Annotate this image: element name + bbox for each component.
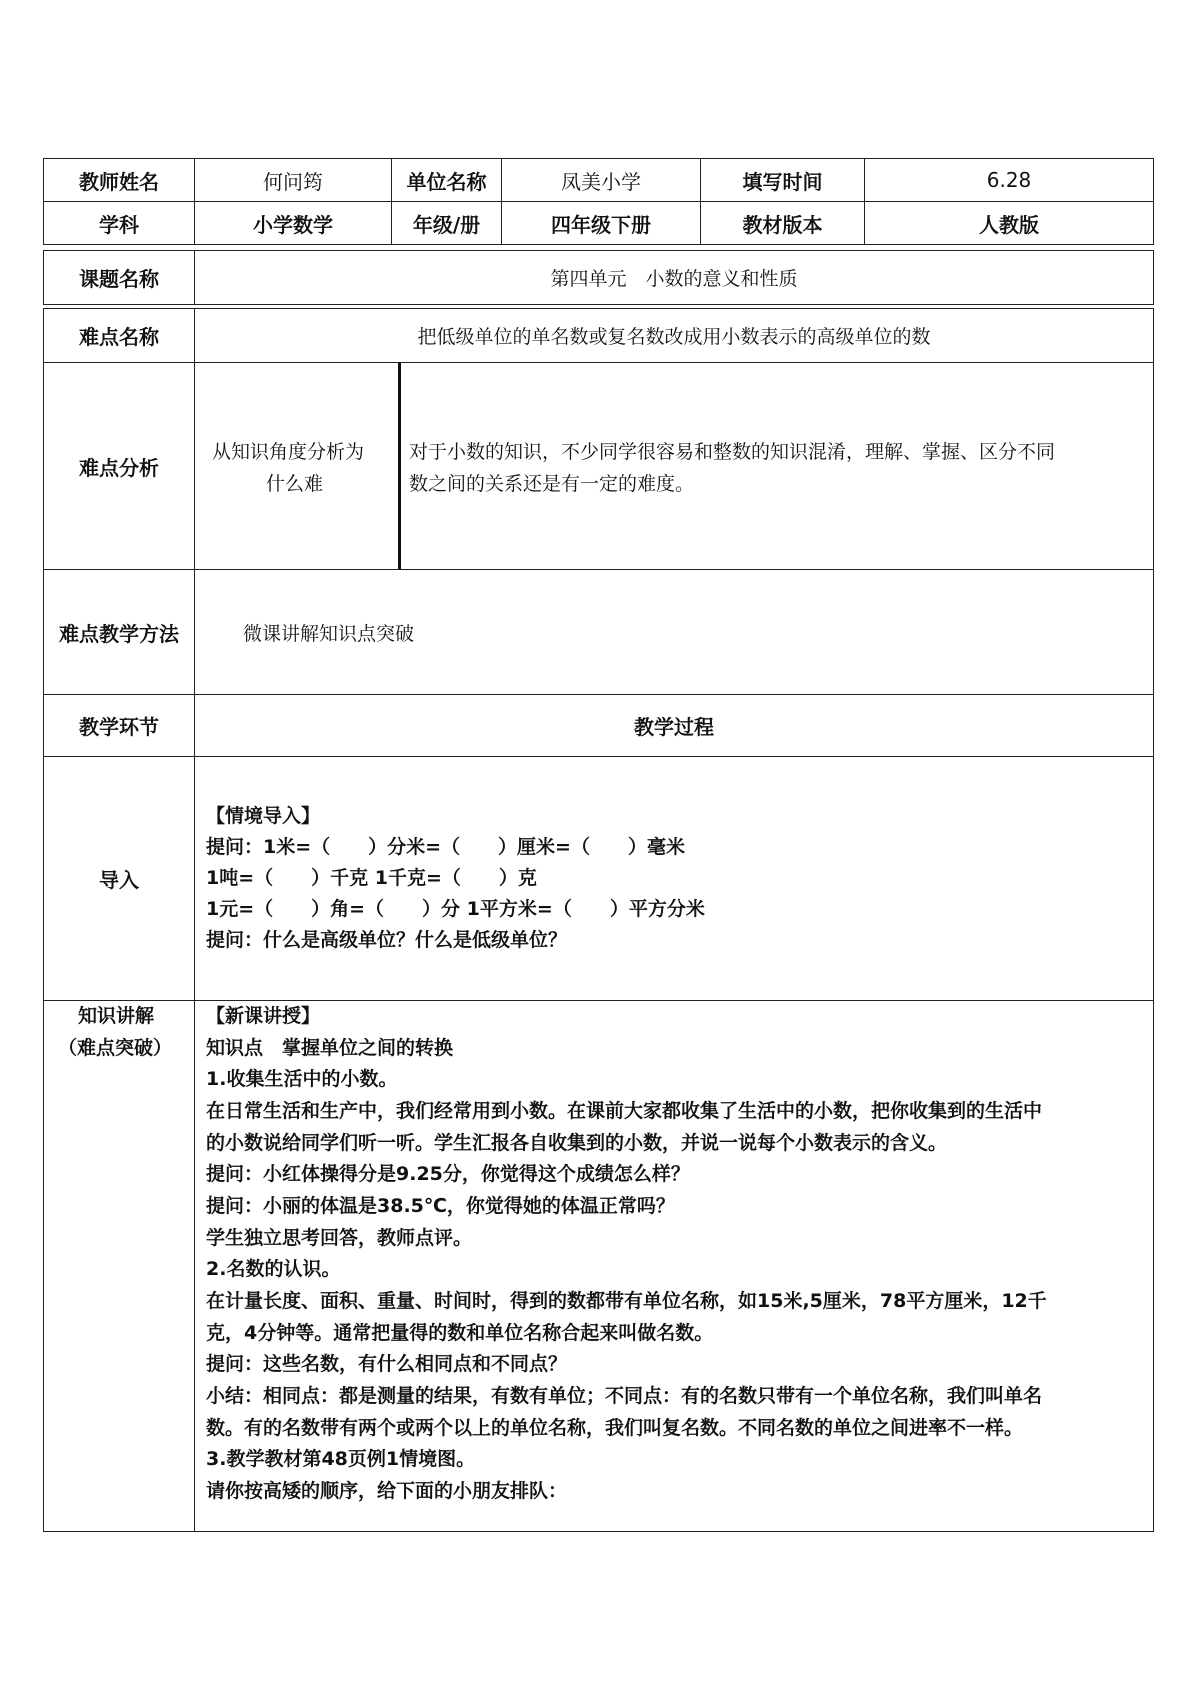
analysis-text-cell xyxy=(398,362,1154,570)
knowledge-line: 克，4分钟等。通常把量得的数和单位名称合起来叫做名数。 xyxy=(206,1322,714,1344)
intro-line: 【情境导入】 xyxy=(206,805,321,827)
date-label: 填写时间 xyxy=(700,158,865,202)
process-header-label: 教学过程 xyxy=(194,694,1154,757)
intro-line: 提问：什么是高级单位？什么是低级单位？ xyxy=(206,929,568,951)
intro-line: 1吨=（ ）千克 1千克=（ ）克 xyxy=(206,867,537,889)
school-value: 凤美小学 xyxy=(501,158,701,202)
subject-label: 学科 xyxy=(43,201,195,245)
difficulty-value: 把低级单位的单名数或复名数改成用小数表示的高级单位的数 xyxy=(194,308,1154,363)
knowledge-line: 知识点 掌握单位之间的转换 xyxy=(206,1037,454,1059)
knowledge-line: 2.名数的认识。 xyxy=(206,1258,341,1280)
section-header-label: 教学环节 xyxy=(43,694,195,757)
intro-line: 1元=（ ）角=（ ）分 1平方米=（ ）平方分米 xyxy=(206,898,705,920)
knowledge-line: 数。有的名数带有两个或两个以上的单位名称，我们叫复名数。不同名数的单位之间进率不一样。 xyxy=(206,1417,1024,1439)
knowledge-line: 提问：这些名数，有什么相同点和不同点？ xyxy=(206,1353,568,1375)
grade-value: 四年级下册 xyxy=(501,201,701,245)
knowledge-line: 小结：相同点：都是测量的结果，有数有单位；不同点：有的名数只带有一个单位名称，我们叫单名 xyxy=(206,1385,1043,1407)
method-label: 难点教学方法 xyxy=(43,569,195,695)
date-value: 6.28 xyxy=(864,158,1154,202)
knowledge-line: 在日常生活和生产中，我们经常用到小数。在课前大家都收集了生活中的小数，把你收集到的生活中 xyxy=(206,1100,1043,1122)
teacher-name-value: 何问筠 xyxy=(194,158,392,202)
method-value: 微课讲解知识点突破 xyxy=(243,623,415,645)
intro-line: 提问：1米=（ ）分米=（ ）厘米=（ ）毫米 xyxy=(206,836,685,858)
knowledge-line: 提问：小丽的体温是38.5℃，你觉得她的体温正常吗？ xyxy=(206,1195,675,1217)
knowledge-label-line2: （难点突破） xyxy=(58,1037,173,1059)
knowledge-line: 请你按高矮的顺序，给下面的小朋友排队： xyxy=(206,1480,568,1502)
difficulty-label: 难点名称 xyxy=(43,308,195,363)
teacher-name-label: 教师姓名 xyxy=(43,158,195,202)
knowledge-line: 在计量长度、面积、重量、时间时，得到的数都带有单位名称，如15米,5厘米，78平方厘米，12千 xyxy=(206,1290,1047,1312)
knowledge-line: 1.收集生活中的小数。 xyxy=(206,1068,398,1090)
analysis-text-line2: 数之间的关系还是有一定的难度。 xyxy=(409,473,695,495)
knowledge-label-line1: 知识讲解 xyxy=(78,1005,155,1027)
knowledge-label-cell xyxy=(43,1000,195,1532)
analysis-text-line1: 对于小数的知识，不少同学很容易和整数的知识混淆，理解、掌握、区分不同 xyxy=(409,441,1056,463)
knowledge-line: 3.教学教材第48页例1情境图。 xyxy=(206,1448,476,1470)
analysis-label: 难点分析 xyxy=(43,362,195,570)
intro-label: 导入 xyxy=(43,756,195,1001)
subject-value: 小学数学 xyxy=(194,201,392,245)
school-label: 单位名称 xyxy=(391,158,502,202)
knowledge-line: 的小数说给同学们听一听。学生汇报各自收集到的小数，并说一说每个小数表示的含义。 xyxy=(206,1132,948,1154)
edition-value: 人教版 xyxy=(864,201,1154,245)
analysis-sublabel-line2: 什么难 xyxy=(266,473,324,495)
topic-label: 课题名称 xyxy=(43,250,195,305)
knowledge-line: 【新课讲授】 xyxy=(206,1005,321,1027)
analysis-sublabel-cell xyxy=(194,362,400,570)
grade-label: 年级/册 xyxy=(391,201,502,245)
knowledge-line: 提问：小红体操得分是9.25分，你觉得这个成绩怎么样？ xyxy=(206,1163,690,1185)
topic-value: 第四单元 小数的意义和性质 xyxy=(194,250,1154,305)
knowledge-line: 学生独立思考回答，教师点评。 xyxy=(206,1227,473,1249)
analysis-sublabel-line1: 从知识角度分析为 xyxy=(212,441,365,463)
edition-label: 教材版本 xyxy=(700,201,865,245)
